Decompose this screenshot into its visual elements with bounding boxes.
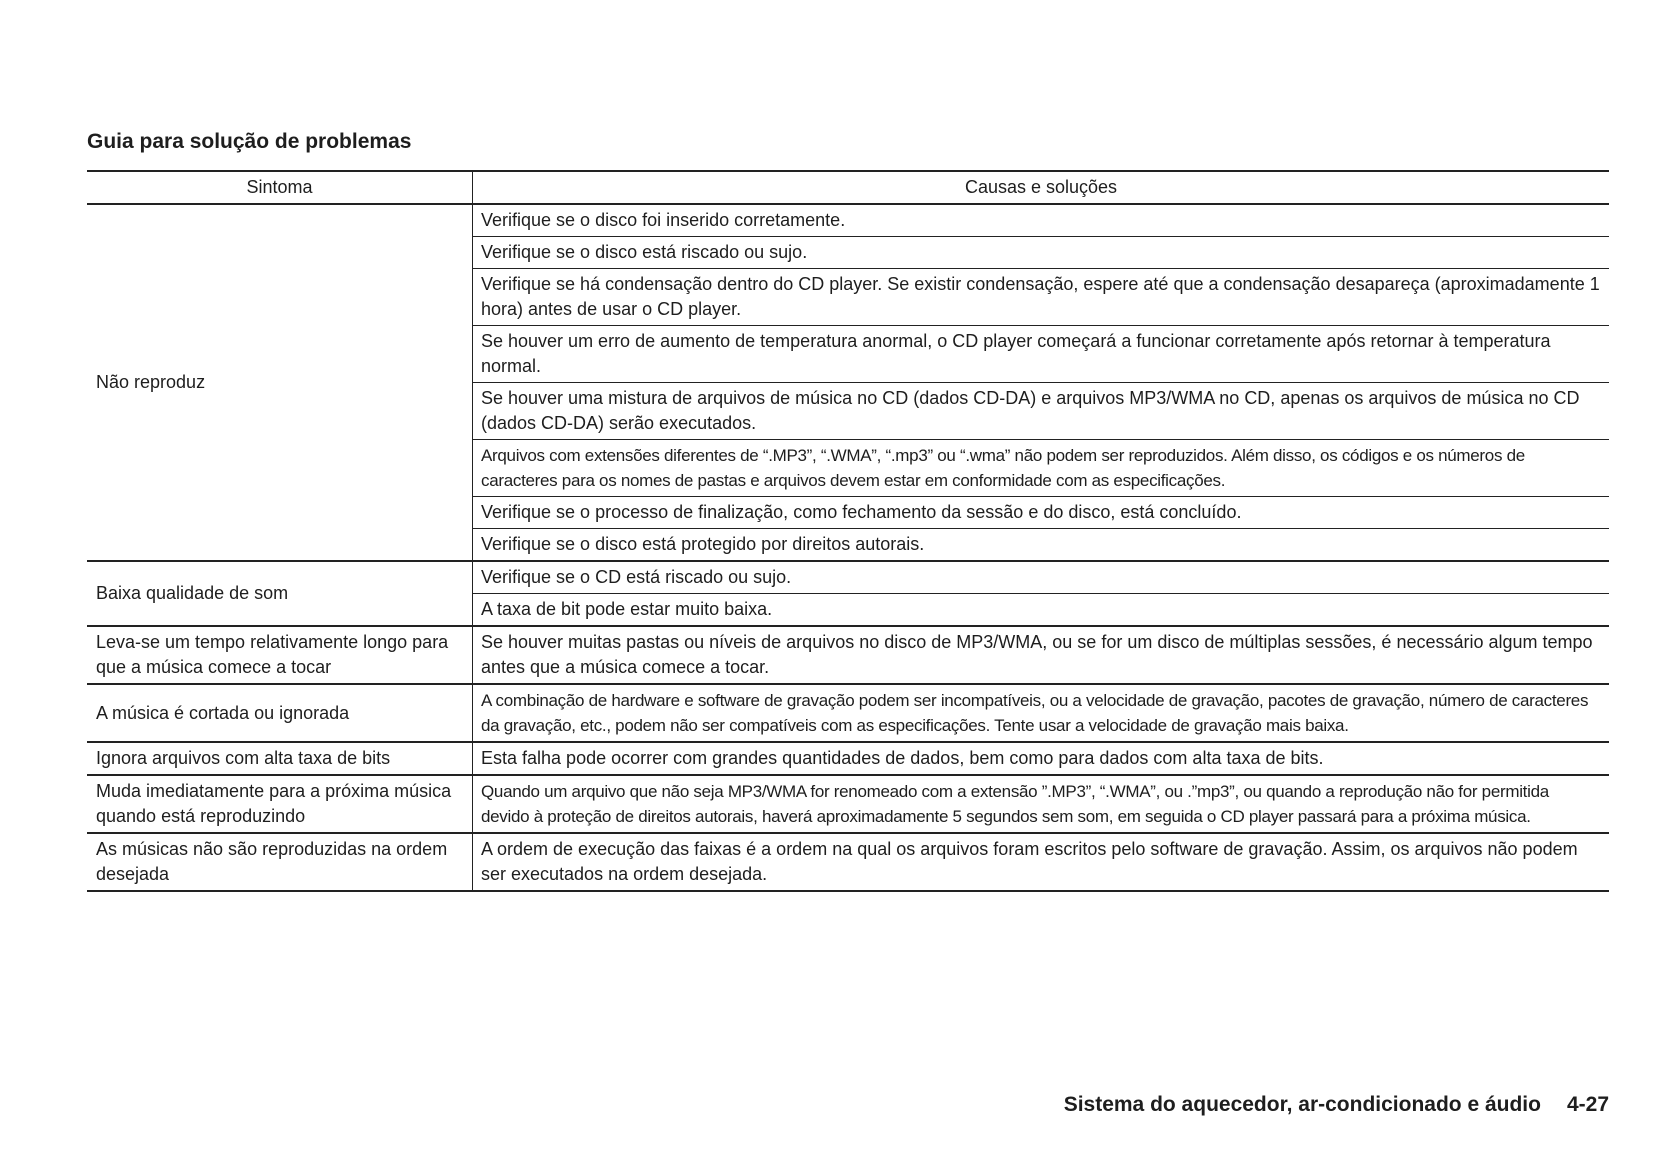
table-row	[87, 742, 1609, 775]
cause-cell: Se houver muitas pastas ou níveis de arquivos no disco de MP3/WMA, ou se for um disco de múltiplas sessões, é necessário algum tempo antes que a música comece a tocar.	[473, 626, 1610, 684]
page-footer	[1064, 1093, 1609, 1117]
cause-cell: Verifique se o disco está riscado ou sujo.	[473, 237, 1610, 269]
table-row	[87, 833, 1609, 891]
cause-cell: Se houver uma mistura de arquivos de música no CD (dados CD-DA) e arquivos MP3/WMA no CD, apenas os arquivos de música no CD (dados CD-DA) serão executados.	[473, 383, 1610, 440]
symptom-cell: A música é cortada ou ignorada	[87, 684, 473, 742]
troubleshooting-table	[87, 170, 1609, 892]
cause-cell: Se houver um erro de aumento de temperatura anormal, o CD player começará a funcionar corretamente após retornar à temperatura normal.	[473, 326, 1610, 383]
page-number: 4-27	[1566, 1093, 1609, 1116]
cause-cell: A ordem de execução das faixas é a ordem na qual os arquivos foram escritos pelo software de gravação. Assim, os arquivos não podem ser executados na ordem desejada.	[473, 833, 1610, 891]
footer-section: Sistema do aquecedor, ar-condicionado e áudio	[1063, 1093, 1541, 1116]
cause-cell: A taxa de bit pode estar muito baixa.	[473, 594, 1610, 627]
cause-cell: Verifique se o processo de finalização, como fechamento da sessão e do disco, está concluído.	[473, 497, 1610, 529]
table-row	[87, 775, 1609, 833]
cause-cell: Verifique se há condensação dentro do CD player. Se existir condensação, espere até que a condensação desapareça (aproximadamente 1 hora) antes de usar o CD player.	[473, 269, 1610, 326]
cause-cell: Quando um arquivo que não seja MP3/WMA for renomeado com a extensão ”.MP3”, “.WMA”, ou .”mp3”, ou quando a reprodução não for permitida devido à proteção de direitos autorais, haverá aproximadamente 5 segundos sem som, em seguida o CD player passará para a próxima música.	[473, 775, 1610, 833]
header-symptom: Sintoma	[87, 171, 473, 204]
table-row	[87, 204, 1609, 237]
symptom-cell: Muda imediatamente para a próxima música quando está reproduzindo	[87, 775, 473, 833]
symptom-cell: Não reproduz	[87, 204, 473, 561]
cause-cell: Esta falha pode ocorrer com grandes quantidades de dados, bem como para dados com alta taxa de bits.	[473, 742, 1610, 775]
cause-cell: Verifique se o CD está riscado ou sujo.	[473, 561, 1610, 594]
page-title: Guia para solução de problemas	[87, 130, 412, 153]
cause-cell: Arquivos com extensões diferentes de “.MP3”, “.WMA”, “.mp3” ou “.wma” não podem ser reproduzidos. Além disso, os códigos e os números de caracteres para os nomes de pastas e arquivos devem estar em conformidade com as especificações.	[473, 440, 1610, 497]
table-row	[87, 684, 1609, 742]
symptom-cell: Leva-se um tempo relativamente longo para que a música comece a tocar	[87, 626, 473, 684]
table-row	[87, 561, 1609, 594]
header-causes: Causas e soluções	[473, 171, 1610, 204]
table-row	[87, 626, 1609, 684]
cause-cell: Verifique se o disco está protegido por direitos autorais.	[473, 529, 1610, 562]
symptom-cell: As músicas não são reproduzidas na ordem desejada	[87, 833, 473, 891]
table-header-row	[87, 171, 1609, 204]
symptom-cell: Ignora arquivos com alta taxa de bits	[87, 742, 473, 775]
cause-cell: A combinação de hardware e software de gravação podem ser incompatíveis, ou a velocidade de gravação, pacotes de gravação, número de caracteres da gravação, etc., podem não ser compatíveis com as especificações. Tente usar a velocidade de gravação mais baixa.	[473, 684, 1610, 742]
symptom-cell: Baixa qualidade de som	[87, 561, 473, 626]
cause-cell: Verifique se o disco foi inserido corretamente.	[473, 204, 1610, 237]
